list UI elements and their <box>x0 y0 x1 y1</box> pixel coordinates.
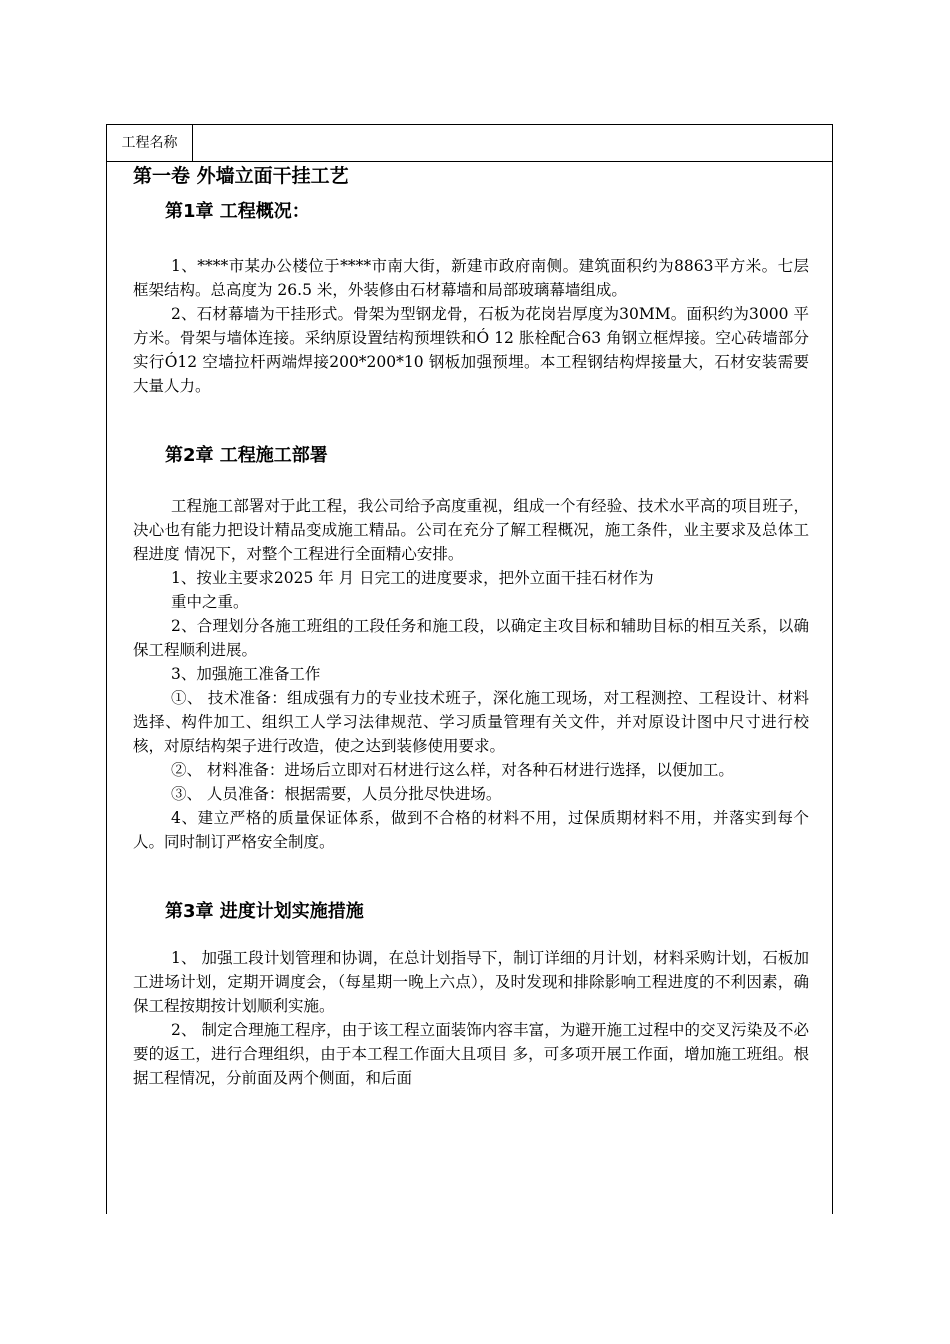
chapter-2-paragraph: 1、按业主要求2025 年 月 日完工的进度要求，把外立面干挂石材作为 <box>171 569 654 587</box>
chapter-2-paragraph: 4、建立严格的质量保证体系，做到不合格的材料不用，过保质期材料不用，并落实到每个人。同时制订严格安全制度。 <box>133 809 809 851</box>
chapter-3-paragraph: 2、 制定合理施工程序，由于该工程立面装饰内容丰富，为避开施工过程中的交叉污染及不必要的返工，进行合理组织，由于本工程工作面大且项目 多，可多项开展工作面，增加施工班组。根据工程情况，分前面及两个侧面，和后面 <box>133 1021 809 1087</box>
document-body <box>133 162 809 1090</box>
volume-title: 第一卷 外墙立面干挂工艺 <box>133 165 349 187</box>
chapter-3-title: 第3章 进度计划实施措施 <box>165 901 364 922</box>
chapter-2-paragraph: ②、 材料准备：进场后立即对石材进行这么样，对各种石材进行选择，以便加工。 <box>171 761 734 779</box>
chapter-1-paragraph: 1、****市某办公楼位于****市南大街，新建市政府南侧。建筑面积约为8863平方米。七层框架结构。总高度为 26.5 米，外装修由石材幕墙和局部玻璃幕墙组成。 <box>133 257 809 299</box>
chapter-1-title: 第1章 工程概况： <box>165 201 310 222</box>
chapter-2-paragraph: 3、加强施工准备工作 <box>171 665 321 683</box>
chapter-3-paragraph: 1、 加强工段计划管理和协调，在总计划指导下，制订详细的月计划，材料采购计划，石板加工进场计划，定期开调度会，（每星期一晚上六点），及时发现和排除影响工程进度的不利因素，确保工程按期按计划顺利实施。 <box>133 949 809 1015</box>
chapter-2-paragraph: ③、 人员准备：根据需要，人员分批尽快进场。 <box>171 785 502 803</box>
chapter-2-paragraph: 重中之重。 <box>171 593 249 611</box>
chapter-2-title: 第2章 工程施工部署 <box>165 445 328 466</box>
document-table <box>106 124 833 1214</box>
chapter-2-paragraph: 2、合理划分各施工班组的工段任务和施工段，以确定主攻目标和辅助目标的相互关系，以确保工程顺利进展。 <box>133 617 809 659</box>
chapter-1-paragraph: 2、石材幕墙为干挂形式。骨架为型钢龙骨，石板为花岗岩厚度为30MM。面积约为3000 平方米。骨架与墙体连接。采纳原设置结构预埋铁和Ó 12 胀栓配合63 角钢立框焊接。空心砖墙部分实行Ó12 空墙拉杆两端焊接200*200*10 钢板加强预埋。本工程钢结构焊接量大，石材安装需要大量人力。 <box>133 305 809 395</box>
project-name-label: 工程名称 <box>107 125 193 161</box>
project-name-row <box>107 125 832 162</box>
chapter-2-paragraph: ①、 技术准备：组成强有力的专业技术班子，深化施工现场，对工程测控、工程设计、材料选择、构件加工、组织工人学习法律规范、学习质量管理有关文件，并对原设计图中尺寸进行校核，对原结构架子进行改造，使之达到装修使用要求。 <box>133 689 809 755</box>
chapter-2-paragraph: 工程施工部署对于此工程，我公司给予高度重视，组成一个有经验、技术水平高的项目班子，决心也有能力把设计精品变成施工精品。公司在充分了解工程概况，施工条件，业主要求及总体工程进度 情况下，对整个工程进行全面精心安排。 <box>133 497 809 563</box>
